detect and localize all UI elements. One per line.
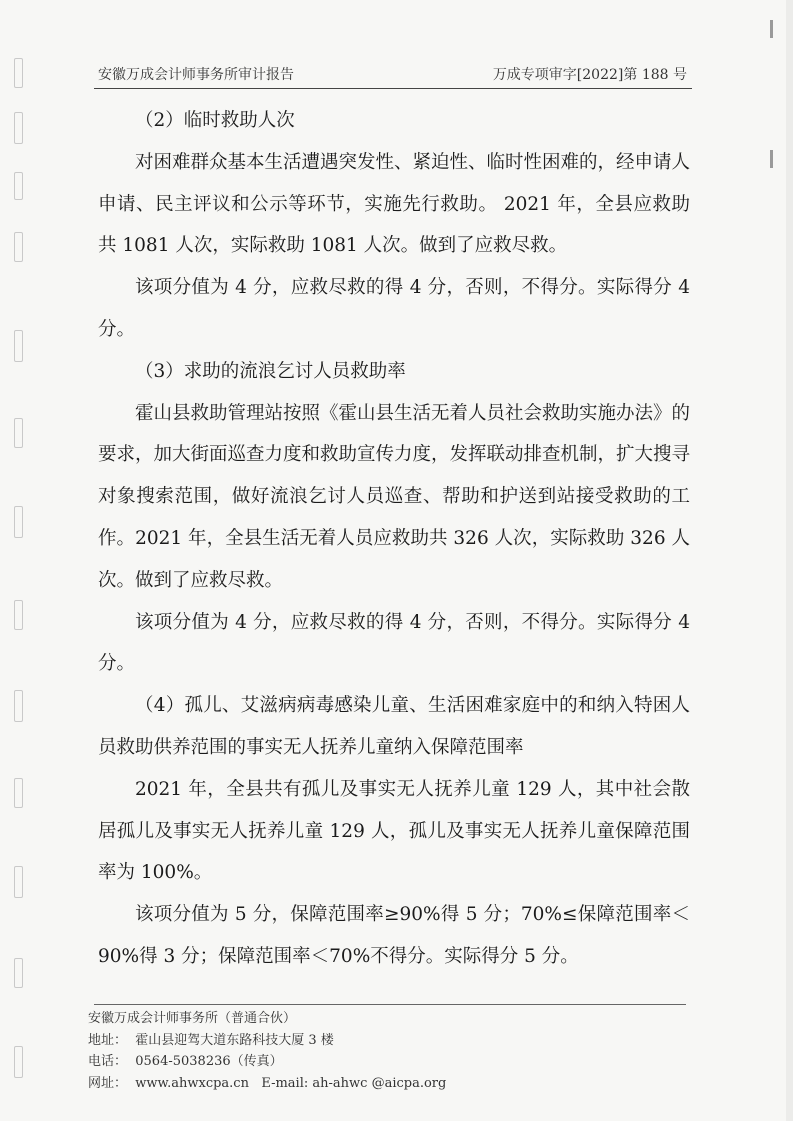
section-heading-2: （2）临时救助人次 bbox=[135, 110, 295, 131]
header-divider bbox=[94, 88, 692, 89]
binding-mark bbox=[14, 506, 23, 538]
report-body bbox=[98, 100, 690, 978]
binding-mark bbox=[14, 1046, 23, 1078]
header-doc-number: 万成专项审字[2022]第 188 号 bbox=[492, 67, 687, 83]
footer-phone: 电话： 0564-5038236（传真） bbox=[88, 1054, 283, 1069]
binding-mark bbox=[14, 866, 23, 898]
section-heading-3: （3）求助的流浪乞讨人员救助率 bbox=[135, 360, 406, 382]
scan-speck bbox=[770, 150, 773, 168]
binding-mark bbox=[14, 958, 23, 988]
binding-mark bbox=[14, 330, 23, 362]
paragraph: 霍山县救助管理站按照《霍山县生活无着人员社会救助实施办法》的要求，加大街面巡查力度和救助宣传力度，发挥联动排查机制，扩大搜寻对象搜索范围，做好流浪乞讨人员巡查、帮助和护送到站接受救助的工作。2021 年，全县生活无着人员应救助共 326 人次，实际救助 326 人次。做到了应救尽救。 bbox=[98, 402, 691, 591]
score-paragraph: 该项分值为 5 分，保障范围率≥90%得 5 分；70%≤保障范围率＜90%得 3 分；保障范围率＜70%不得分。实际得分 5 分。 bbox=[98, 904, 690, 967]
binding-mark bbox=[14, 58, 23, 88]
binding-mark bbox=[14, 232, 23, 262]
footer-web: 网址： www.ahwxcpa.cn E-mail: ah-ahwc @aicpa.org bbox=[88, 1075, 447, 1091]
footer-address: 地址： 霍山县迎驾大道东路科技大厦 3 楼 bbox=[88, 1032, 334, 1048]
header-firm: 安徽万成会计师事务所审计报告 bbox=[98, 67, 294, 83]
binding-mark bbox=[14, 600, 23, 630]
scan-edge bbox=[786, 0, 793, 1121]
binding-mark bbox=[14, 778, 23, 808]
binding-mark bbox=[14, 690, 23, 722]
score-paragraph: 该项分值为 4 分，应救尽救的得 4 分，否则，不得分。实际得分 4 分。 bbox=[98, 277, 690, 340]
score-paragraph: 该项分值为 4 分，应救尽救的得 4 分，否则，不得分。实际得分 4 分。 bbox=[98, 611, 690, 675]
scan-speck bbox=[770, 20, 773, 38]
paragraph: 对困难群众基本生活遭遇突发性、紧迫性、临时性困难的，经申请人申请、民主评议和公示等环节，实施先行救助。 2021 年，全县应救助共 1081 人次，实际救助 1081 人次。做到了应救尽救。 bbox=[98, 151, 691, 257]
paragraph: 2021 年，全县共有孤儿及事实无人抚养儿童 129 人，其中社会散居孤儿及事实无人抚养儿童 129 人，孤儿及事实无人抚养儿童保障范围率为 100%。 bbox=[98, 778, 690, 884]
footer bbox=[88, 1008, 446, 1094]
binding-mark bbox=[14, 112, 23, 144]
section-heading-4: （4）孤儿、艾滋病病毒感染儿童、生活困难家庭中的和纳入特困人员救助供养范围的事实无人抚养儿童纳入保障范围率 bbox=[98, 695, 690, 758]
footer-divider bbox=[94, 1004, 686, 1005]
footer-firm: 安徽万成会计师事务所（普通合伙） bbox=[88, 1011, 297, 1026]
binding-mark bbox=[14, 172, 23, 200]
binding-mark bbox=[14, 418, 23, 448]
